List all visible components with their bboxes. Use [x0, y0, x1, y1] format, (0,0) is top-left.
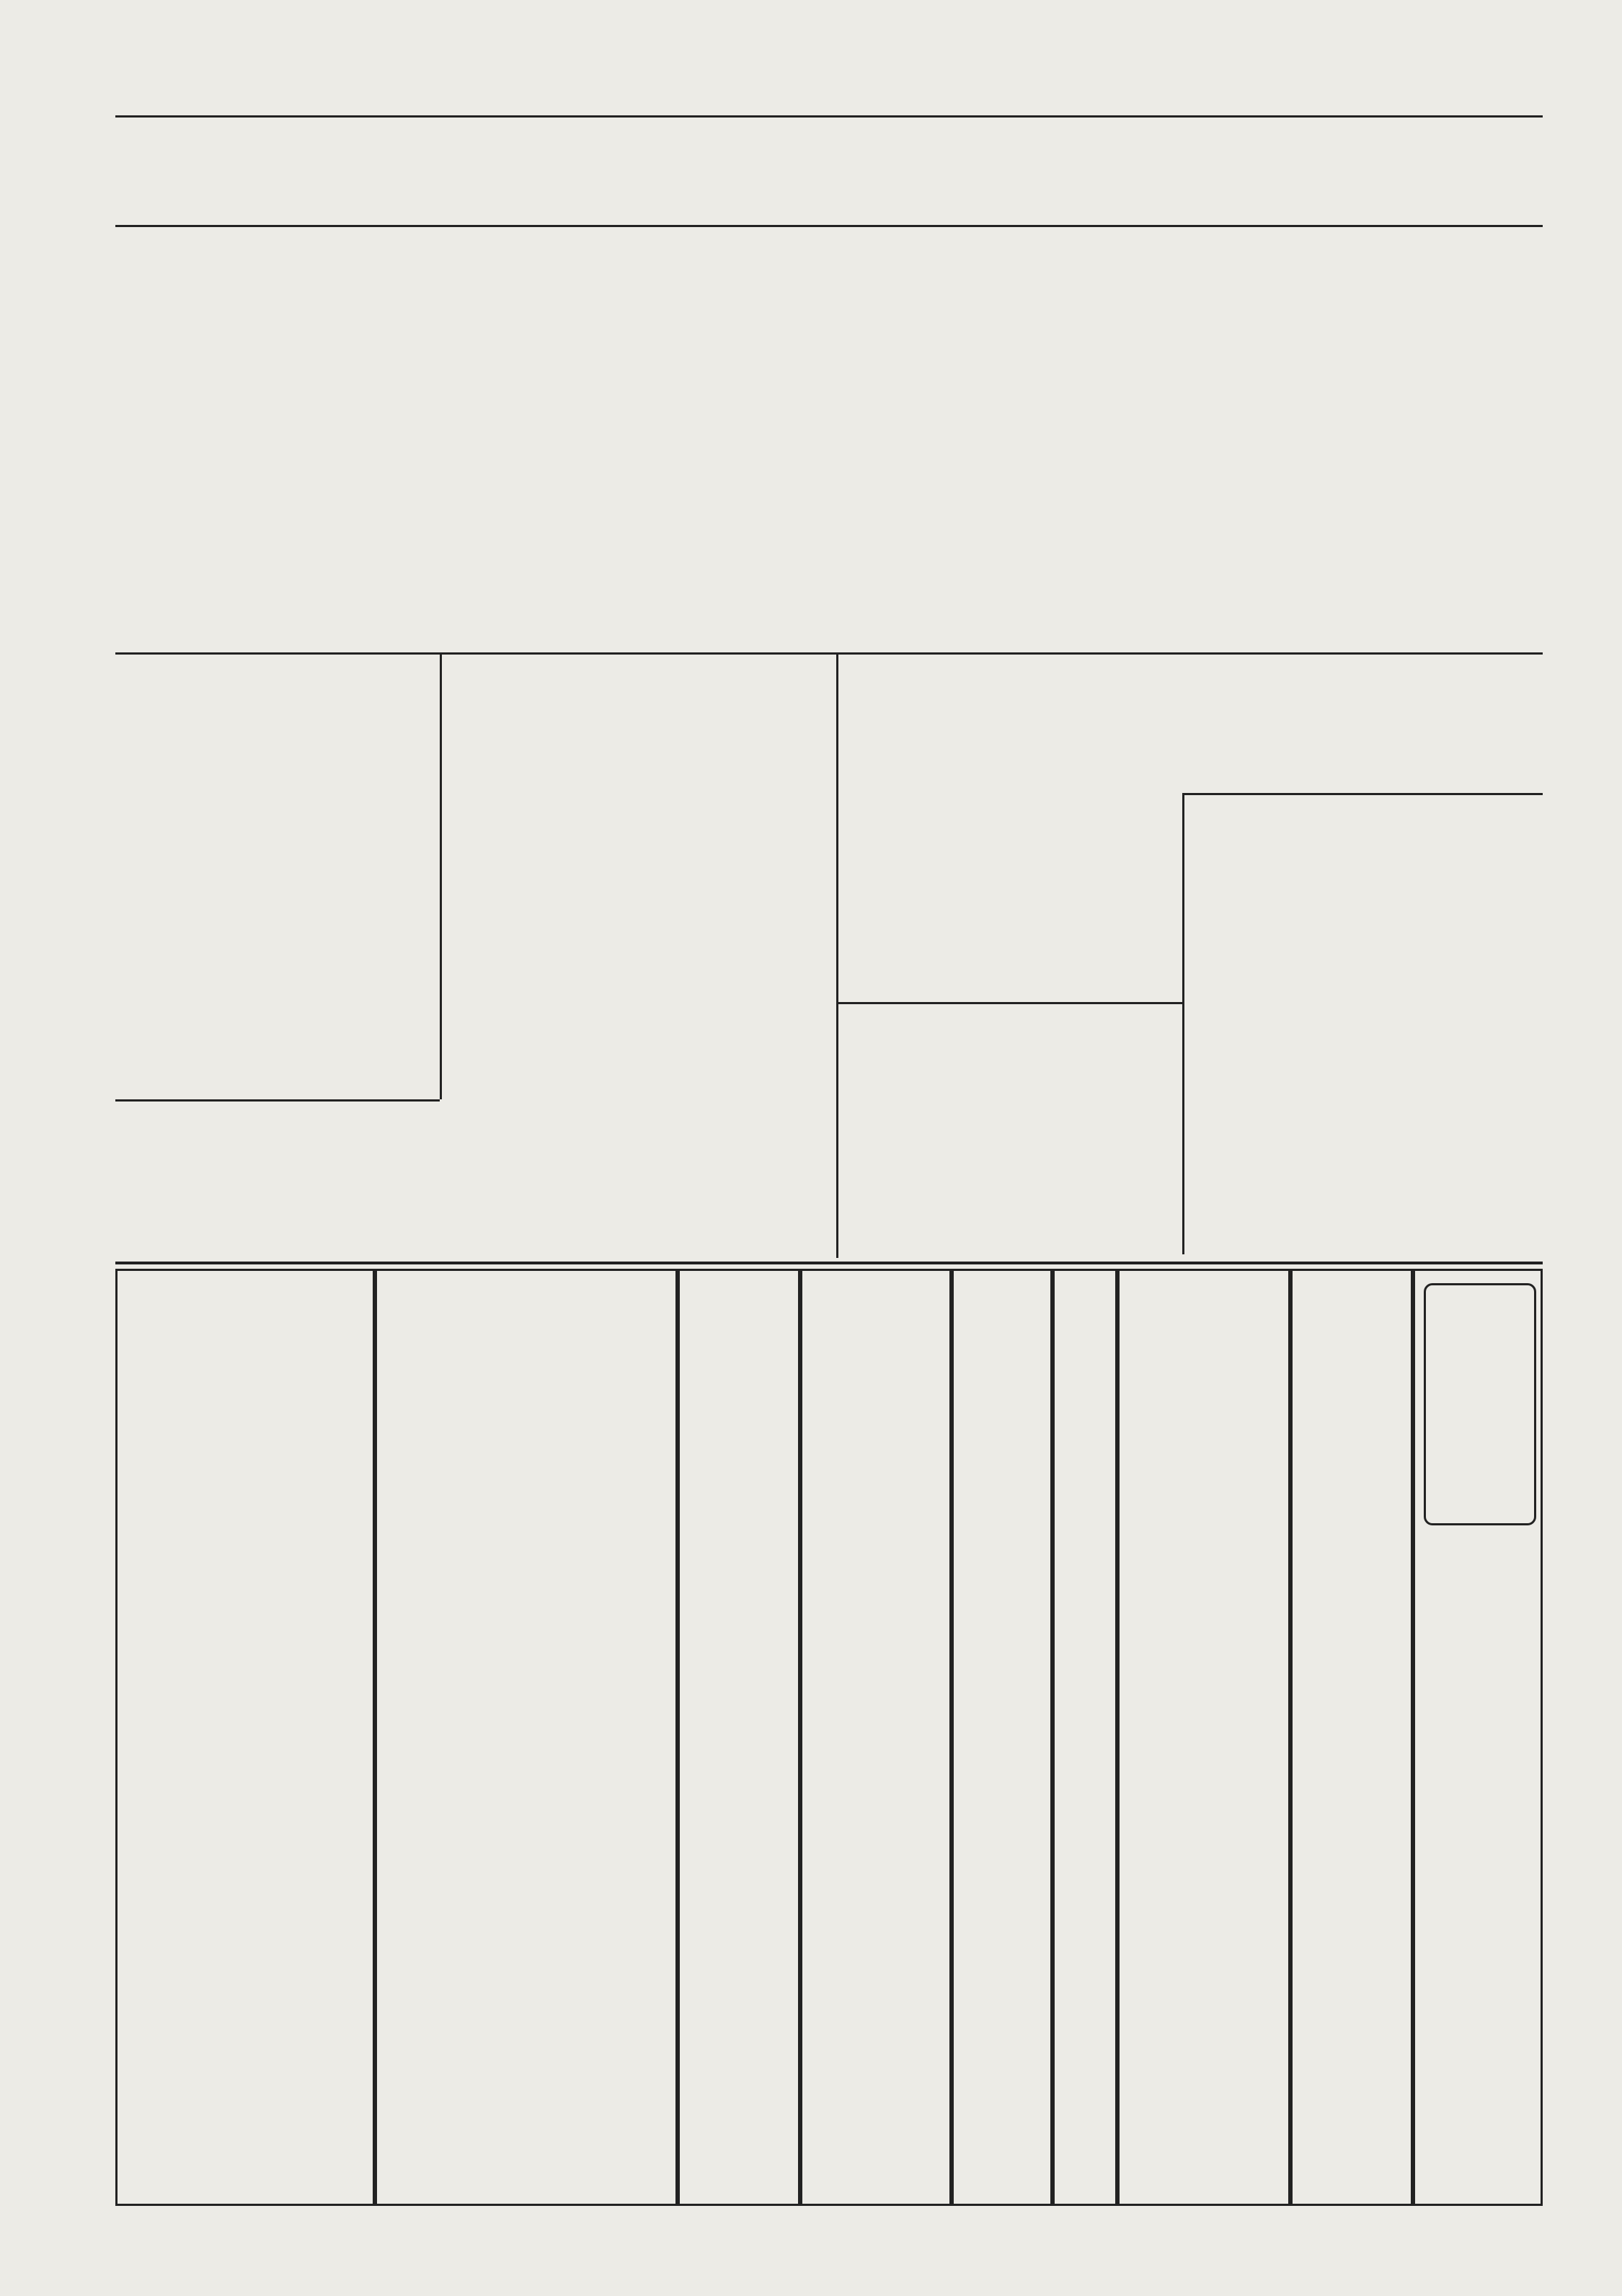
article-author — [804, 937, 833, 1009]
ad-title — [1334, 1298, 1402, 1701]
ad-suffix — [1334, 1701, 1402, 1831]
list-body — [1189, 800, 1535, 1254]
date-line — [144, 79, 1514, 111]
ad-suffix — [851, 1708, 930, 1881]
article-body — [1399, 375, 1471, 649]
article-author — [187, 973, 216, 1045]
article-body — [115, 660, 180, 1092]
ad-body — [274, 1557, 368, 1918]
article-body — [1189, 660, 1535, 789]
ad-title — [1438, 1550, 1525, 2040]
article-body — [115, 1107, 440, 1258]
article-body — [447, 660, 551, 1258]
ad-body — [959, 1990, 1049, 2191]
ad-body — [1056, 1449, 1114, 2191]
article-body — [843, 660, 1175, 998]
article-author — [184, 505, 213, 613]
article-title — [883, 245, 919, 433]
article-title — [404, 660, 440, 847]
ad-title — [1182, 1298, 1269, 1788]
ad-title — [851, 1298, 930, 1701]
ad-body — [685, 1535, 793, 2184]
article-body — [447, 241, 714, 645]
ad-phone — [202, 1910, 238, 2112]
article-author — [559, 1038, 588, 1117]
ad-body — [959, 1449, 1049, 1795]
article-title — [797, 728, 836, 930]
list-date — [1189, 1125, 1222, 1254]
ad-title — [634, 1283, 674, 1514]
article-body — [223, 660, 400, 1092]
ad-suffix — [195, 1636, 245, 1781]
ad-body — [382, 1528, 627, 2191]
article-title — [184, 721, 220, 952]
ad-suffix — [634, 1521, 674, 1593]
section-author — [1096, 1125, 1125, 1247]
ad-body — [807, 1918, 944, 2191]
article-title — [555, 660, 591, 746]
article-subtitle — [555, 750, 584, 923]
ad-body — [1298, 1845, 1406, 2191]
phone-note — [115, 123, 173, 223]
ad-title — [1074, 1283, 1114, 1442]
ad-body — [1125, 1817, 1283, 2191]
ad-title — [1009, 1283, 1049, 1442]
article-body — [223, 241, 440, 645]
article-body — [591, 660, 793, 1258]
ad-suffix — [721, 1283, 755, 1499]
ad-title — [757, 1283, 797, 1528]
ad-badge-text — [1449, 1298, 1507, 1514]
ad-price — [1125, 1283, 1179, 1788]
article-title — [184, 245, 220, 461]
article-body — [115, 241, 180, 645]
article-body — [901, 241, 1362, 645]
article-body — [843, 1009, 1089, 1254]
section-title-small — [1125, 1125, 1164, 1247]
banner-headline — [180, 119, 1543, 220]
ad-title — [1009, 1817, 1049, 1975]
